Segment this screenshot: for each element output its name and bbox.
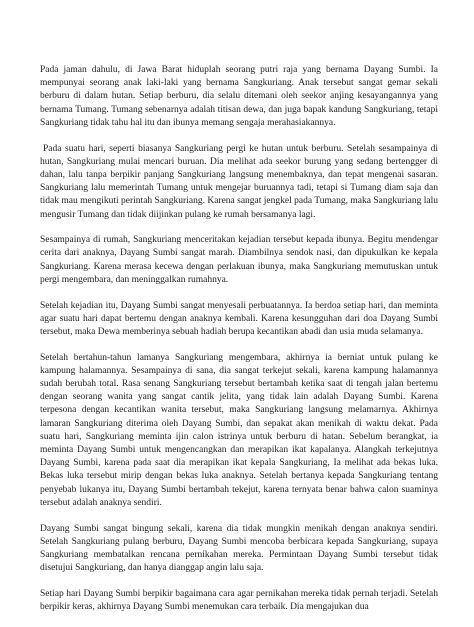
paragraph-2: Pada suatu hari, seperti biasanya Sangkuriang pergi ke hutan untuk berburu. Setelah sesampainya di hutan, Sangkuriang mulai mencari buruan. Dia melihat ada seekor burung yang sedang bertengger di dahan, lalu tanpa berpikir panjang Sangkuriang langsung menembaknya, dan tepat mengenai sasaran. Sangkuriang lalu memerintah Tumang untuk mengejar buruannya tadi, tetapi si Tumang diam saja dan tidak mau mengikuti perintah Sangkuriang. Karena sangat jengkel pada Tumang, maka Sangkuriang lalu mengusir Tumang dan tidak diijinkan pulang ke rumah bersamanya lagi. [40, 143, 438, 220]
paragraph-5: Setelah bertahun-tahun lamanya Sangkuriang mengembara, akhirnya ia berniat untuk pulang ke kampung halamannya. Sesampainya di sana, dia sangat terkejut sekali, karena kampung halamannya sudah berubah total. Rasa senang Sangkuriang tersebut bertambah ketika saat di tengah jalan bertemu dengan seorang wanita yang sangat cantik jelita, yang tidak lain adalah Dayang Sumbi. Karena terpesona dengan kecantikan wanita tersebut, maka Sangkuriang langsung melamarnya. Akhirnya lamaran Sangkuriang diterima oleh Dayang Sumbi, dan sepakat akan menikah di waktu dekat. Pada suatu hari, Sangkuriang meminta ijin calon istrinya untuk berburu di hatan. Sebelum berangkat, ia meminta Dayang Sumbi untuk mengencangkan dan merapikan ikat kapalanya. Alangkah terkejutnya Dayang Sumbi, karena pada saat dia merapikan ikat kepala Sangkuriang, Ia melihat ada bekas luka. Bekas luka tersebut mirip dengan bekas luka anaknya. Setelah bertanya kepada Sangkuriang tentang penyebab lukanya itu, Dayang Sumbi bertambah tekejut, karena ternyata benar bahwa calon suaminya tersebut adalah anaknya sendiri. [40, 352, 438, 508]
paragraph-7: Setiap hari Dayang Sumbi berpikir bagaimana cara agar pernikahan mereka tidak pernah terjadi. Setelah berpikir keras, akhirnya Dayang Sumbi menemukan cara terbaik. Dia mengajukan dua [40, 588, 438, 613]
paragraph-1: Pada jaman dahulu, di Jawa Barat hiduplah seorang putri raja yang bernama Dayang Sumbi. Ia mempunyai seorang anak laki-laki yang bernama Sangkuriang. Anak tersebut sangat gemar sekali berburu di dalam hutan. Setiap berburu, dia selalu ditemani oleh seekor anjing kesayangannya yang bernama Tumang. Tumang sebenarnya adalah titisan dewa, dan juga bapak kandung Sangkuriang, tetapi Sangkuriang tidak tahu hal itu dan ibunya memang sengaja merahasiakannya. [40, 65, 438, 128]
paragraph-6: Dayang Sumbi sangat bingung sekali, karena dia tidak mungkin menikah dengan anaknya sendiri. Setelah Sangkuriang pulang berburu, Dayang Sumbi mencoba berbicara kepada Sangkuriang, supaya Sangkuriang membatalkan rencana pernikahan mereka. Permintaan Dayang Sumbi tersebut tidak disetujui Sangkuriang, dan hanya dianggap angin lalu saja. [40, 523, 438, 574]
story-text [40, 64, 438, 627]
paragraph-3: Sesampainya di rumah, Sangkuriang menceritakan kejadian tersebut kepada ibunya. Begitu mendengar cerita dari anaknya, Dayang Sumbi sangat marah. Diambilnya sendok nasi, dan dipukulkan ke kepala Sangkuriang. Karena merasa kecewa dengan perlakuan ibunya, maka Sangkuriang memutuskan untuk pergi mengembara, dan meninggalkan rumahnya. [40, 235, 438, 285]
paragraph-4: Setelah kejadian itu, Dayang Sumbi sangat menyesali perbuatannya. Ia berdoa setiap hari, dan meminta agar suatu hari dapat bertemu dengan anaknya kembali. Karena kesungguhan dari doa Dayang Sumbi tersebut, maka Dewa memberinya sebuah hadiah berupa kecantikan abadi dan usia muda selamanya. [40, 300, 438, 337]
